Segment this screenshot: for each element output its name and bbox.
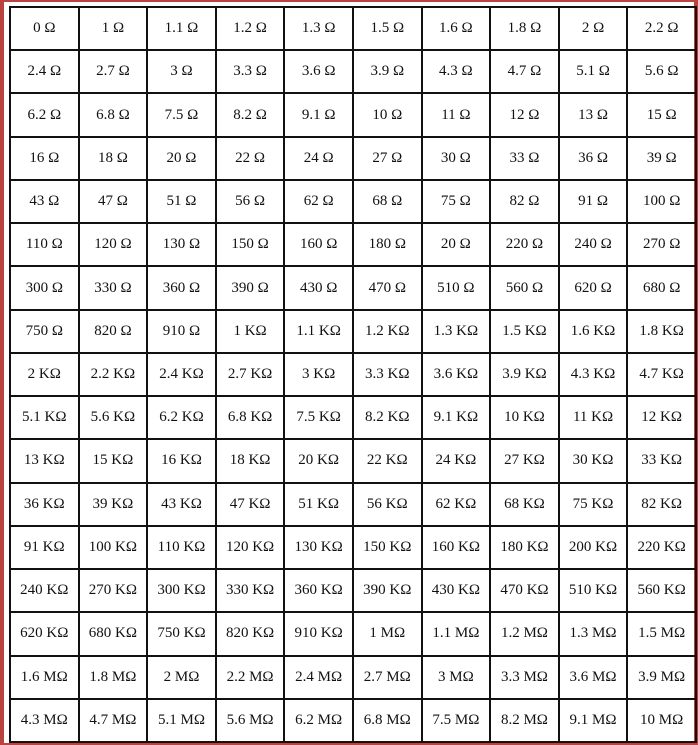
table-cell: 4.7 Ω [490, 50, 559, 93]
table-cell: 2.2 MΩ [216, 656, 285, 699]
table-row [10, 483, 696, 526]
table-cell: 330 Ω [79, 266, 148, 309]
table-cell: 180 Ω [353, 223, 422, 266]
table-cell: 1.3 KΩ [422, 310, 491, 353]
table-cell: 470 Ω [353, 266, 422, 309]
table-cell: 33 KΩ [627, 439, 696, 482]
table-cell: 1 Ω [79, 7, 148, 50]
table-cell: 11 KΩ [559, 396, 628, 439]
table-cell: 12 Ω [490, 93, 559, 136]
table-cell: 5.6 Ω [627, 50, 696, 93]
table-cell: 1.6 KΩ [559, 310, 628, 353]
table-cell: 100 Ω [627, 180, 696, 223]
table-cell: 110 Ω [10, 223, 79, 266]
table-cell: 16 Ω [10, 137, 79, 180]
table-cell: 10 KΩ [490, 396, 559, 439]
table-cell: 7.5 Ω [147, 93, 216, 136]
table-cell: 8.2 Ω [216, 93, 285, 136]
table-cell: 1.3 Ω [284, 7, 353, 50]
table-cell: 1.5 MΩ [627, 612, 696, 655]
table-cell: 56 Ω [216, 180, 285, 223]
table-cell: 62 Ω [284, 180, 353, 223]
table-cell: 10 MΩ [627, 699, 696, 742]
table-cell: 33 Ω [490, 137, 559, 180]
table-cell: 47 Ω [79, 180, 148, 223]
table-cell: 3.6 KΩ [422, 353, 491, 396]
table-cell: 1.2 MΩ [490, 612, 559, 655]
table-cell: 4.3 Ω [422, 50, 491, 93]
table-cell: 20 Ω [147, 137, 216, 180]
table-cell: 910 KΩ [284, 612, 353, 655]
table-cell: 510 KΩ [559, 569, 628, 612]
table-cell: 1.1 Ω [147, 7, 216, 50]
table-cell: 2 MΩ [147, 656, 216, 699]
table-cell: 3.3 Ω [216, 50, 285, 93]
table-cell: 2.7 MΩ [353, 656, 422, 699]
table-cell: 1.8 MΩ [79, 656, 148, 699]
table-cell: 510 Ω [422, 266, 491, 309]
table-row [10, 50, 696, 93]
table-cell: 68 KΩ [490, 483, 559, 526]
table-cell: 160 Ω [284, 223, 353, 266]
table-cell: 470 KΩ [490, 569, 559, 612]
table-cell: 300 Ω [10, 266, 79, 309]
table-cell: 3.9 MΩ [627, 656, 696, 699]
table-cell: 3.6 MΩ [559, 656, 628, 699]
table-cell: 300 KΩ [147, 569, 216, 612]
table-cell: 220 Ω [490, 223, 559, 266]
table-cell: 36 Ω [559, 137, 628, 180]
table-row [10, 7, 696, 50]
table-cell: 2 KΩ [10, 353, 79, 396]
table-cell: 5.1 MΩ [147, 699, 216, 742]
resistor-values-table [9, 6, 697, 743]
table-cell: 200 KΩ [559, 526, 628, 569]
table-cell: 240 KΩ [10, 569, 79, 612]
table-cell: 6.8 Ω [79, 93, 148, 136]
table-cell: 7.5 KΩ [284, 396, 353, 439]
table-cell: 18 KΩ [216, 439, 285, 482]
table-cell: 3.3 KΩ [353, 353, 422, 396]
table-cell: 180 KΩ [490, 526, 559, 569]
table-cell: 910 Ω [147, 310, 216, 353]
table-cell: 82 Ω [490, 180, 559, 223]
table-cell: 2.4 MΩ [284, 656, 353, 699]
table-cell: 24 KΩ [422, 439, 491, 482]
table-cell: 620 Ω [559, 266, 628, 309]
table-row [10, 396, 696, 439]
table-cell: 13 Ω [559, 93, 628, 136]
table-cell: 8.2 KΩ [353, 396, 422, 439]
table-cell: 820 KΩ [216, 612, 285, 655]
table-cell: 1.5 Ω [353, 7, 422, 50]
table-cell: 7.5 MΩ [422, 699, 491, 742]
table-cell: 75 Ω [422, 180, 491, 223]
table-cell: 8.2 MΩ [490, 699, 559, 742]
table-cell: 3.3 MΩ [490, 656, 559, 699]
table-cell: 680 Ω [627, 266, 696, 309]
table-cell: 4.3 MΩ [10, 699, 79, 742]
table-cell: 13 KΩ [10, 439, 79, 482]
table-cell: 2.7 KΩ [216, 353, 285, 396]
table-cell: 120 KΩ [216, 526, 285, 569]
table-cell: 51 KΩ [284, 483, 353, 526]
table-row [10, 310, 696, 353]
table-row [10, 93, 696, 136]
table-row [10, 439, 696, 482]
table-row [10, 266, 696, 309]
table-cell: 47 KΩ [216, 483, 285, 526]
table-cell: 360 Ω [147, 266, 216, 309]
table-cell: 430 KΩ [422, 569, 491, 612]
table-cell: 820 Ω [79, 310, 148, 353]
table-cell: 1.1 KΩ [284, 310, 353, 353]
table-row [10, 699, 696, 742]
table-cell: 4.7 KΩ [627, 353, 696, 396]
table-cell: 15 KΩ [79, 439, 148, 482]
table-cell: 110 KΩ [147, 526, 216, 569]
table-cell: 27 KΩ [490, 439, 559, 482]
table-cell: 100 KΩ [79, 526, 148, 569]
table-cell: 3 KΩ [284, 353, 353, 396]
table-cell: 750 Ω [10, 310, 79, 353]
table-cell: 11 Ω [422, 93, 491, 136]
table-cell: 5.1 KΩ [10, 396, 79, 439]
table-cell: 10 Ω [353, 93, 422, 136]
table-cell: 20 KΩ [284, 439, 353, 482]
table-cell: 1.5 KΩ [490, 310, 559, 353]
table-cell: 5.1 Ω [559, 50, 628, 93]
table-cell: 680 KΩ [79, 612, 148, 655]
table-cell: 330 KΩ [216, 569, 285, 612]
table-cell: 30 Ω [422, 137, 491, 180]
table-cell: 620 KΩ [10, 612, 79, 655]
table-cell: 27 Ω [353, 137, 422, 180]
table-cell: 0 Ω [10, 7, 79, 50]
table-cell: 3.6 Ω [284, 50, 353, 93]
table-cell: 150 Ω [216, 223, 285, 266]
table-cell: 1 MΩ [353, 612, 422, 655]
table-cell: 1.3 MΩ [559, 612, 628, 655]
table-cell: 82 KΩ [627, 483, 696, 526]
table-row [10, 526, 696, 569]
table-cell: 6.2 KΩ [147, 396, 216, 439]
table-cell: 1.8 KΩ [627, 310, 696, 353]
table-cell: 9.1 KΩ [422, 396, 491, 439]
table-cell: 16 KΩ [147, 439, 216, 482]
table-cell: 24 Ω [284, 137, 353, 180]
table-cell: 2.4 KΩ [147, 353, 216, 396]
table-cell: 1.8 Ω [490, 7, 559, 50]
table-row [10, 223, 696, 266]
table-cell: 5.6 KΩ [79, 396, 148, 439]
table-cell: 130 Ω [147, 223, 216, 266]
table-cell: 68 Ω [353, 180, 422, 223]
table-cell: 270 Ω [627, 223, 696, 266]
table-cell: 130 KΩ [284, 526, 353, 569]
table-row [10, 612, 696, 655]
table-cell: 6.2 MΩ [284, 699, 353, 742]
table-cell: 150 KΩ [353, 526, 422, 569]
table-cell: 56 KΩ [353, 483, 422, 526]
table-row [10, 656, 696, 699]
table-cell: 2.2 KΩ [79, 353, 148, 396]
table-cell: 2 Ω [559, 7, 628, 50]
table-cell: 39 KΩ [79, 483, 148, 526]
table-row [10, 569, 696, 612]
table-cell: 360 KΩ [284, 569, 353, 612]
table-cell: 30 KΩ [559, 439, 628, 482]
table-cell: 20 Ω [422, 223, 491, 266]
table-cell: 22 Ω [216, 137, 285, 180]
table-cell: 2.2 Ω [627, 7, 696, 50]
table-cell: 2.4 Ω [10, 50, 79, 93]
table-cell: 390 KΩ [353, 569, 422, 612]
table-cell: 18 Ω [79, 137, 148, 180]
table-cell: 62 KΩ [422, 483, 491, 526]
table-cell: 9.1 Ω [284, 93, 353, 136]
table-cell: 12 KΩ [627, 396, 696, 439]
table-cell: 1.2 Ω [216, 7, 285, 50]
table-cell: 22 KΩ [353, 439, 422, 482]
table-cell: 220 KΩ [627, 526, 696, 569]
table-cell: 430 Ω [284, 266, 353, 309]
table-cell: 3 MΩ [422, 656, 491, 699]
table-cell: 4.3 KΩ [559, 353, 628, 396]
table-cell: 560 KΩ [627, 569, 696, 612]
table-row [10, 353, 696, 396]
table-cell: 560 Ω [490, 266, 559, 309]
table-cell: 15 Ω [627, 93, 696, 136]
table-cell: 51 Ω [147, 180, 216, 223]
table-cell: 1.1 MΩ [422, 612, 491, 655]
table-cell: 3 Ω [147, 50, 216, 93]
table-cell: 1.6 MΩ [10, 656, 79, 699]
table-cell: 1 KΩ [216, 310, 285, 353]
table-cell: 1.2 KΩ [353, 310, 422, 353]
table-cell: 1.6 Ω [422, 7, 491, 50]
table-cell: 91 Ω [559, 180, 628, 223]
table-cell: 3.9 Ω [353, 50, 422, 93]
table-cell: 9.1 MΩ [559, 699, 628, 742]
table-body [10, 7, 696, 742]
table-cell: 270 KΩ [79, 569, 148, 612]
table-cell: 43 Ω [10, 180, 79, 223]
table-cell: 75 KΩ [559, 483, 628, 526]
table-cell: 750 KΩ [147, 612, 216, 655]
table-row [10, 180, 696, 223]
table-cell: 160 KΩ [422, 526, 491, 569]
table-cell: 39 Ω [627, 137, 696, 180]
table-cell: 3.9 KΩ [490, 353, 559, 396]
table-cell: 2.7 Ω [79, 50, 148, 93]
table-cell: 4.7 MΩ [79, 699, 148, 742]
table-cell: 240 Ω [559, 223, 628, 266]
table-cell: 91 KΩ [10, 526, 79, 569]
table-cell: 120 Ω [79, 223, 148, 266]
table-row [10, 137, 696, 180]
table-cell: 36 KΩ [10, 483, 79, 526]
table-cell: 5.6 MΩ [216, 699, 285, 742]
table-cell: 6.8 MΩ [353, 699, 422, 742]
table-cell: 6.8 KΩ [216, 396, 285, 439]
table-cell: 6.2 Ω [10, 93, 79, 136]
table-cell: 43 KΩ [147, 483, 216, 526]
table-cell: 390 Ω [216, 266, 285, 309]
